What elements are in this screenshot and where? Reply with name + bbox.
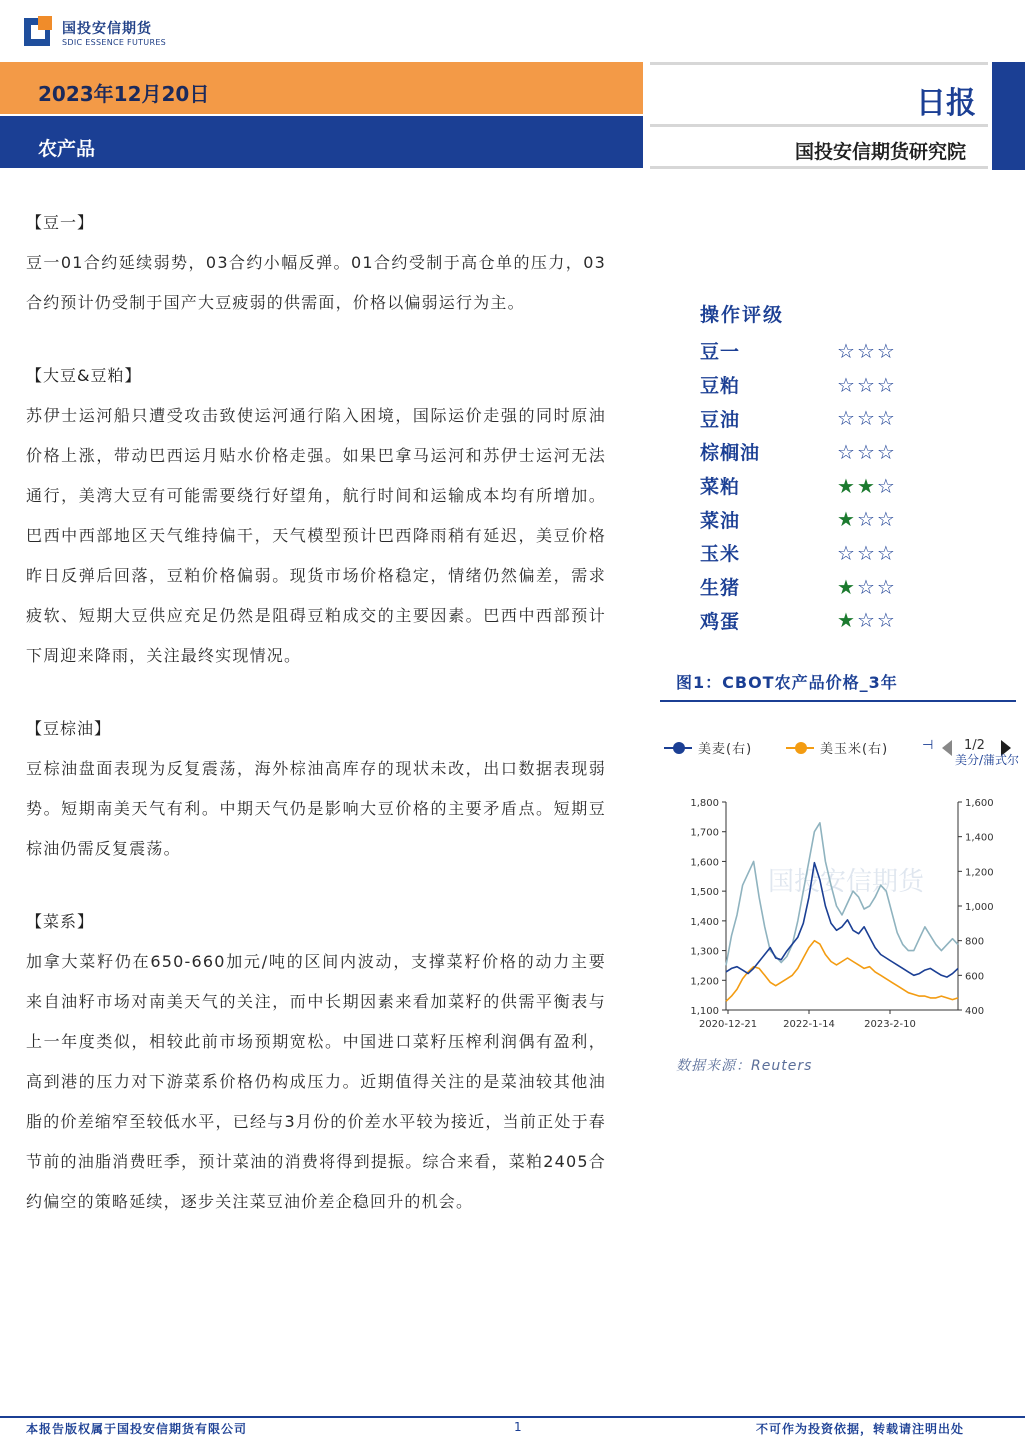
legend-marker-icon: [795, 742, 807, 754]
star-empty-icon: ☆: [856, 406, 875, 431]
institute-name: 国投安信期货研究院: [795, 141, 967, 163]
rating-row: [700, 502, 940, 536]
star-filled-icon: ★: [837, 473, 855, 498]
left-tick-label: 1,800: [690, 798, 719, 809]
legend-prev-icon[interactable]: [942, 740, 952, 756]
data-source: 数据来源：Reuters: [676, 1058, 813, 1074]
rating-product-name: 菜油: [700, 509, 741, 532]
star-empty-icon: ☆: [837, 540, 855, 565]
section-title: 【菜系】: [26, 912, 95, 931]
report-type: 日报: [916, 86, 976, 121]
left-tick-label: 1,600: [690, 857, 719, 869]
star-empty-icon: ☆: [837, 372, 855, 397]
right-tick-label: 1,200: [965, 867, 994, 879]
rating-title: 操作评级: [700, 304, 785, 326]
left-tick-label: 1,300: [690, 946, 719, 958]
star-empty-icon: ☆: [856, 608, 875, 633]
page-number: 1: [514, 1420, 522, 1434]
company-logo: [24, 16, 184, 52]
header-side-bar: [992, 62, 1025, 170]
star-empty-icon: ☆: [856, 540, 875, 565]
right-tick-label: 600: [965, 971, 985, 983]
rating-stars: [837, 473, 895, 498]
footer-disclaimer: 不可作为投资依据，转载请注明出处: [756, 1422, 965, 1436]
x-tick-label: 2020-12-21: [698, 1019, 758, 1030]
left-tick-label: 1,100: [690, 1006, 719, 1017]
rating-stars: [837, 540, 895, 565]
rating-panel: [700, 300, 940, 637]
legend-item-corn: [786, 738, 888, 757]
left-tick-label: 1,400: [690, 916, 719, 928]
rating-stars: [837, 608, 895, 633]
figure-rule: [660, 700, 1016, 702]
rating-stars: [837, 406, 895, 431]
rating-row: [700, 401, 940, 435]
star-filled-icon: ★: [837, 608, 855, 633]
star-filled-icon: ★: [837, 574, 855, 599]
logo-mark-icon: [24, 16, 56, 48]
star-empty-icon: ☆: [856, 372, 875, 397]
rating-stars: [837, 338, 895, 363]
section-body: 豆棕油盘面表现为反复震荡，海外棕油高库存的现状未改，出口数据表现弱势。短期南美天气有利。中期天气仍是影响大豆价格的主要矛盾点。短期豆棕油仍需反复震荡。: [26, 759, 606, 858]
star-empty-icon: ☆: [856, 338, 875, 363]
rating-row: [700, 368, 940, 402]
chart-watermark: 国投安信期货: [767, 867, 925, 897]
right-tick-label: 1,400: [965, 832, 994, 844]
rating-row: [700, 570, 940, 604]
section-body: 加拿大菜籽仍在650-660加元/吨的区间内波动，支撑菜籽价格的动力主要来自油籽市场对南美天气的关注，而中长期因素来看加菜籽的供需平衡表与上一年度类似，相较此前市场预期宽松。中国进口菜籽压榨利润偶有盈利，高到港的压力对下游菜系价格仍构成压力。近期值得关注的是菜油较其他油脂的价差缩窄至较低水平，已经与3月份的价差水平较为接近，当前正处于春节前的油脂消费旺季，预计菜油的消费将得到提振。综合来看，菜粕2405合约偏空的策略延续，逐步关注菜豆油价差企稳回升的机会。: [26, 952, 606, 1211]
star-empty-icon: ☆: [876, 574, 895, 599]
rating-row: [700, 435, 940, 469]
rating-product-name: 棕榈油: [700, 442, 761, 465]
report-category: 农产品: [38, 138, 96, 160]
star-empty-icon: ☆: [856, 507, 875, 532]
star-empty-icon: ☆: [876, 439, 895, 464]
rating-row: [700, 536, 940, 570]
right-tick-label: 1,600: [965, 798, 994, 809]
right-axis-unit: 美分/蒲式尔: [955, 753, 1020, 767]
logo-name-en: SDIC ESSENCE FUTURES: [62, 38, 167, 47]
star-empty-icon: ☆: [837, 338, 855, 363]
legend-label: 美玉米(右): [820, 742, 889, 757]
section-title: 【豆一】: [26, 213, 95, 232]
legend-pager: 1/2: [964, 738, 985, 753]
rating-product-name: 豆粕: [700, 375, 741, 398]
section-title: 【豆棕油】: [26, 719, 112, 738]
footer-rule: [0, 1416, 1025, 1418]
header-rule-bottom: [650, 166, 988, 169]
footer-copyright: 本报告版权属于国投安信期货有限公司: [26, 1422, 248, 1436]
star-filled-icon: ★: [856, 473, 875, 498]
section-body: 豆一01合约延续弱势，03合约小幅反弹。01合约受制于高仓单的压力，03合约预计仍受制于国产大豆疲弱的供需面，价格以偏弱运行为主。: [26, 253, 606, 312]
section-body: 苏伊士运河船只遭受攻击致使运河通行陷入困境，国际运价走强的同时原油价格上涨，带动巴西运月贴水价格走强。如果巴拿马运河和苏伊士运河无法通行，美湾大豆有可能需要绕行好望角，航行时间和运输成本均有所增加。巴西中西部地区天气维持偏干，天气模型预计巴西降雨稍有延迟，美豆价格昨日反弹后回落，豆粕价格偏弱。现货市场价格稳定，情绪仍然偏差，需求疲软、短期大豆供应充足仍然是阻碍豆粕成交的主要因素。巴西中西部预计下周迎来降雨，关注最终实现情况。: [26, 406, 606, 665]
right-tick-label: 400: [965, 1006, 985, 1017]
star-empty-icon: ☆: [837, 406, 855, 431]
rating-stars: [837, 574, 895, 599]
star-empty-icon: ☆: [876, 372, 895, 397]
legend-item-wheat: [664, 738, 752, 757]
section-rapeseed: [26, 909, 606, 1222]
left-tick-label: 1,500: [690, 887, 719, 899]
header-rule-middle: [650, 124, 988, 127]
category-band: [0, 116, 643, 168]
figure-title: 图1：CBOT农产品价格_3年: [676, 673, 898, 692]
left-tick-label: 1,200: [690, 976, 719, 988]
rating-stars: [837, 507, 895, 532]
commentary-column: [26, 210, 606, 1262]
star-empty-icon: ☆: [876, 507, 895, 532]
rating-row: [700, 469, 940, 503]
rating-product-name: 玉米: [700, 543, 741, 566]
rating-product-name: 豆油: [700, 408, 741, 431]
header-rule-top: [650, 62, 988, 65]
star-empty-icon: ☆: [876, 473, 895, 498]
cbot-price-chart: [660, 780, 1020, 1040]
right-tick-label: 1,000: [965, 902, 994, 913]
rating-product-name: 菜粕: [700, 476, 741, 499]
star-filled-icon: ★: [837, 507, 855, 532]
star-empty-icon: ☆: [837, 439, 855, 464]
section-soy-palm-oil: [26, 716, 606, 869]
left-tick-label: 1,700: [690, 827, 719, 839]
rating-stars: [837, 372, 895, 397]
star-empty-icon: ☆: [876, 406, 895, 431]
star-empty-icon: ☆: [876, 608, 895, 633]
legend-marker-icon: [673, 742, 685, 754]
star-empty-icon: ☆: [876, 338, 895, 363]
legend-label: 美麦(右): [698, 742, 753, 757]
report-date: 2023年12月20日: [38, 82, 210, 106]
right-tick-label: 800: [965, 936, 985, 948]
rating-product-name: 豆一: [700, 341, 741, 364]
star-empty-icon: ☆: [856, 574, 875, 599]
section-soybean-1: [26, 210, 606, 323]
section-title: 【大豆&豆粕】: [26, 366, 142, 385]
section-soybean-meal: [26, 363, 606, 676]
x-tick-label: 2022-1-14: [783, 1019, 835, 1030]
x-tick-label: 2023-2-10: [864, 1019, 916, 1030]
star-empty-icon: ☆: [856, 439, 875, 464]
rating-row: [700, 334, 940, 368]
star-empty-icon: ☆: [876, 540, 895, 565]
rating-product-name: 生猪: [700, 577, 741, 600]
rating-stars: [837, 439, 895, 464]
rating-product-name: 鸡蛋: [700, 610, 741, 633]
logo-name-cn: 国投安信期货: [62, 21, 152, 37]
legend-more-icon: ⊣: [922, 738, 934, 753]
rating-row: [700, 604, 940, 638]
